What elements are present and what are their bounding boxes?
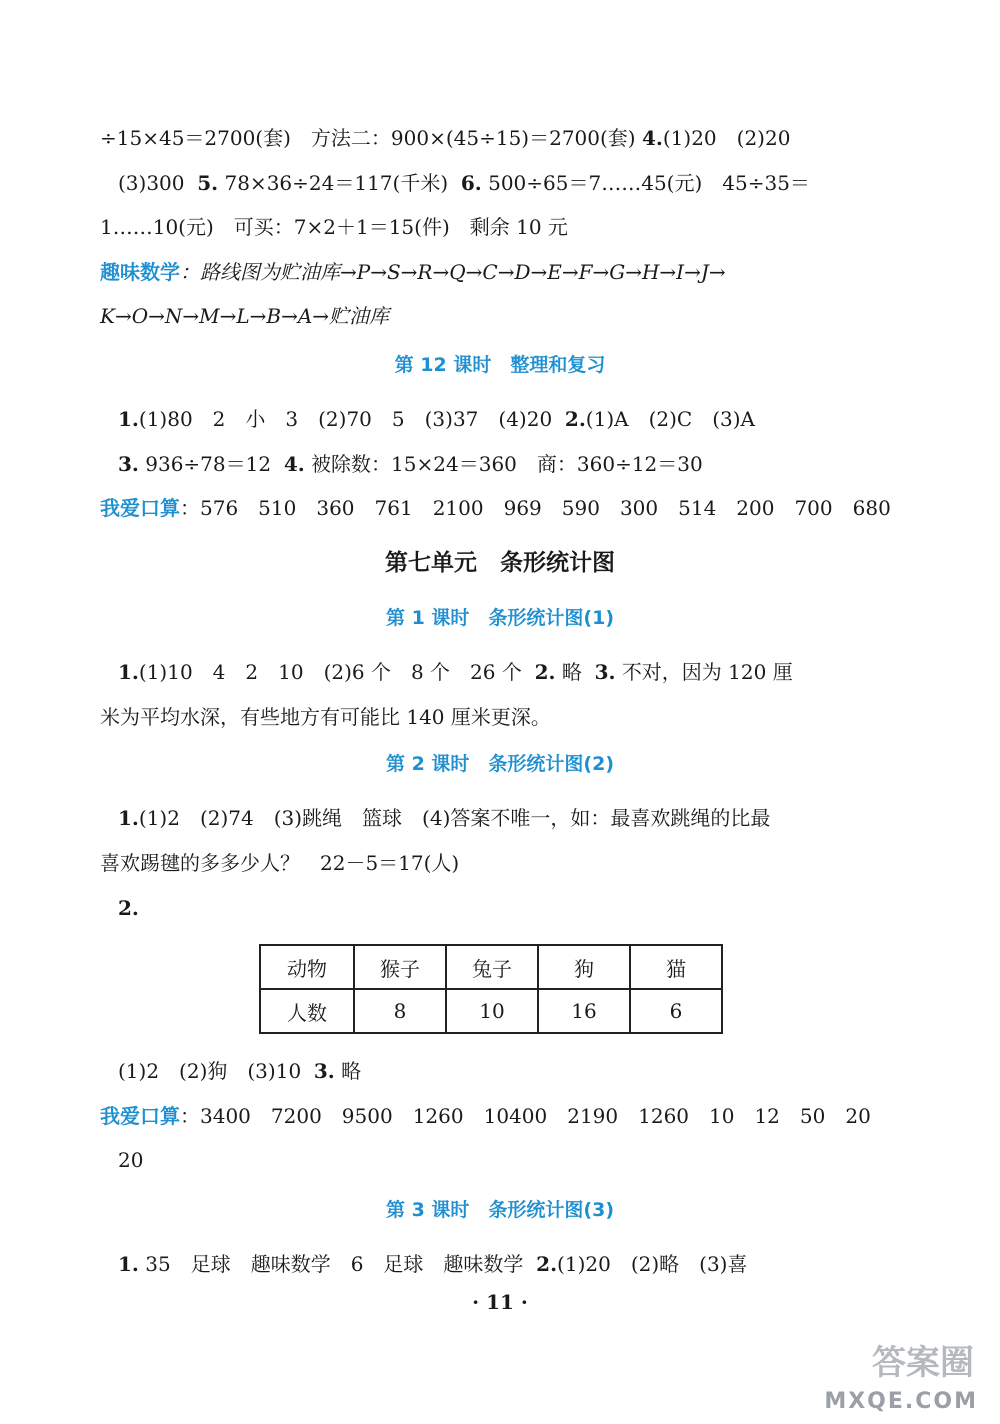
- table-header-cell: 狗: [538, 945, 630, 989]
- question-number: 1.: [118, 1252, 139, 1276]
- lesson-heading: 第 3 课时 条形统计图(3): [385, 1199, 615, 1221]
- answer-text: ：3400 7200 9500 1260 10400 2190 1260 10 12 50 20: [180, 1104, 871, 1128]
- text-line: [118, 658, 793, 686]
- text-line: [118, 804, 770, 832]
- question-number: 1.: [118, 806, 139, 830]
- text-line: [118, 450, 703, 478]
- route-text: K→O→N→M→L→B→A→贮油库: [100, 304, 390, 328]
- answer-text: ：576 510 360 761 2100 969 590 300 514 200 700 680: [180, 496, 891, 520]
- text-line: [118, 405, 755, 433]
- question-number: 4.: [641, 126, 663, 150]
- question-number: 2.: [564, 407, 586, 431]
- text-line: [100, 703, 551, 731]
- text-line: [118, 1057, 361, 1085]
- text-line: [100, 124, 790, 152]
- animal-count-table: [259, 944, 723, 1034]
- question-number: 4.: [283, 452, 305, 476]
- answer-text: 被除数：15×24＝360 商：360÷12＝30: [311, 452, 703, 476]
- mental-math-line: [100, 1102, 871, 1130]
- page-number: · 11 ·: [472, 1290, 528, 1314]
- answer-text: 78×36÷24＝117(千米): [224, 171, 449, 195]
- table-cell: 6: [630, 989, 722, 1033]
- answer-text: (1)A (2)C (3)A: [585, 407, 755, 431]
- question-number: 2.: [118, 896, 139, 920]
- lesson-heading: 第 1 课时 条形统计图(1): [385, 607, 615, 629]
- answer-text: 35 足球 趣味数学 6 足球 趣味数学: [145, 1252, 524, 1276]
- watermark-logo: 答案圈: [872, 1343, 974, 1383]
- table-cell: 10: [446, 989, 538, 1033]
- text-line: [118, 169, 810, 197]
- mental-math-label: 我爱口算: [100, 1104, 180, 1128]
- text-line: [100, 213, 568, 241]
- table-row-label: 人数: [260, 989, 354, 1033]
- question-number: 6.: [460, 171, 482, 195]
- route-text: ：路线图为贮油库→P→S→R→Q→C→D→E→F→G→H→I→J→: [180, 260, 726, 284]
- text-line: [118, 1250, 748, 1278]
- question-number: 5.: [197, 171, 219, 195]
- mental-math-line: [100, 494, 891, 522]
- answer-text: 喜欢踢毽的多多少人？ 22－5＝17(人): [100, 851, 460, 875]
- answer-text: 米为平均水深，有些地方有可能比 140 厘米更深。: [100, 705, 551, 729]
- table-header-cell: 兔子: [446, 945, 538, 989]
- question-number: 3.: [118, 452, 139, 476]
- question-number: 3.: [313, 1059, 335, 1083]
- table-header-cell: 动物: [260, 945, 354, 989]
- fun-math-line: [100, 302, 389, 330]
- mental-math-label: 我爱口算: [100, 496, 180, 520]
- answer-text: (1)2 (2)狗 (3)10: [118, 1059, 302, 1083]
- answer-text: 20: [118, 1148, 144, 1172]
- answer-text: 936÷78＝12: [145, 452, 272, 476]
- question-number: 2.: [534, 660, 556, 684]
- table-row: [260, 989, 722, 1033]
- answer-text: 略: [561, 660, 582, 684]
- fun-math-label: 趣味数学: [100, 260, 180, 284]
- answer-text: 500÷65＝7……45(元) 45÷35＝: [488, 171, 810, 195]
- text-line: [118, 1146, 143, 1174]
- answer-text: (3)300: [118, 171, 185, 195]
- fun-math-line: [100, 258, 726, 286]
- question-number: 1.: [118, 407, 139, 431]
- question-number: 3.: [594, 660, 616, 684]
- answer-text: (1)80 2 小 3 (2)70 5 (3)37 (4)20: [138, 407, 553, 431]
- answer-text: ÷15×45＝2700(套) 方法二：900×(45÷15)＝2700(套): [100, 126, 636, 150]
- table-cell: 16: [538, 989, 630, 1033]
- watermark-url: MXQE.COM: [824, 1389, 978, 1414]
- answer-text: (1)2 (2)74 (3)跳绳 篮球 (4)答案不唯一，如：最喜欢跳绳的比最: [138, 806, 771, 830]
- answer-text: 不对，因为 120 厘: [621, 660, 793, 684]
- question-number: 1.: [118, 660, 139, 684]
- table-header-cell: 猫: [630, 945, 722, 989]
- table-cell: 8: [354, 989, 446, 1033]
- text-line: [118, 894, 139, 922]
- answer-text: (1)10 4 2 10 (2)6 个 8 个 26 个: [138, 660, 522, 684]
- lesson-heading: 第 12 课时 整理和复习: [394, 354, 606, 376]
- answer-text: (1)20 (2)略 (3)喜: [557, 1252, 748, 1276]
- answer-text: 略: [341, 1059, 362, 1083]
- question-number: 2.: [536, 1252, 558, 1276]
- answer-text: (1)20 (2)20: [662, 126, 791, 150]
- unit-title: 第七单元 条形统计图: [385, 550, 615, 576]
- table-header-cell: 猴子: [354, 945, 446, 989]
- answer-text: 1……10(元) 可买：7×2＋1＝15(件) 剩余 10 元: [100, 215, 568, 239]
- table-row: [260, 945, 722, 989]
- text-line: [100, 849, 459, 877]
- lesson-heading: 第 2 课时 条形统计图(2): [385, 753, 615, 775]
